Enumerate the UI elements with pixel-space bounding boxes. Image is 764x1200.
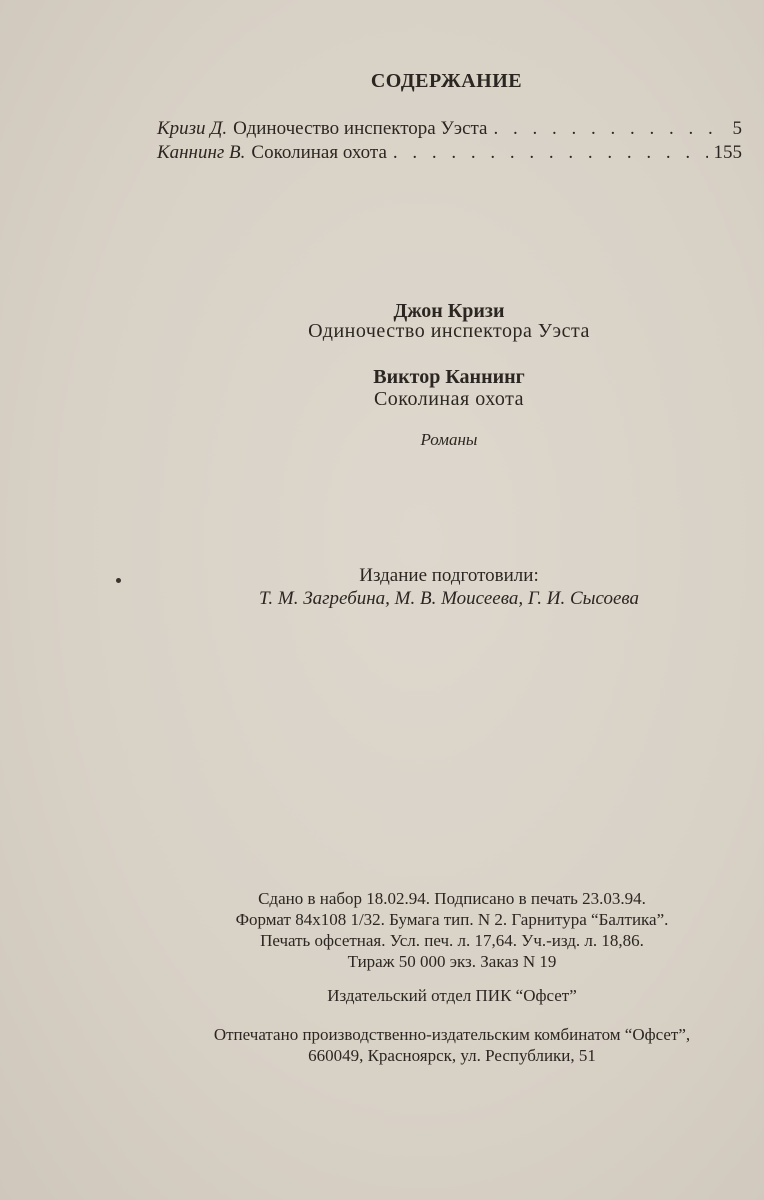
toc-entry-author: Каннинг В. xyxy=(157,142,246,163)
toc-entry-author: Кризи Д. xyxy=(157,118,228,139)
toc-entry-page: 5 xyxy=(732,118,742,139)
edition-label: Издание подготовили: xyxy=(359,565,539,586)
toc-entry-page: 155 xyxy=(713,142,742,163)
toc-entry-title: Одиночество инспектора Уэста xyxy=(233,118,488,139)
ink-speck xyxy=(116,578,121,583)
imprint-line: Печать офсетная. Усл. печ. л. 17,64. Уч.-изд. л. 18,86. xyxy=(260,931,644,950)
printer-block xyxy=(0,1024,764,1066)
printer-line: Отпечатано производственно-издательским комбинатом “Офсет”, xyxy=(213,1025,691,1044)
book-title: Одиночество инспектора Уэста xyxy=(308,320,590,342)
edition-names: Т. М. Загребина, М. В. Моисеева, Г. И. Сысоева xyxy=(259,588,639,609)
book-author: Джон Кризи xyxy=(393,300,505,322)
imprint-line: Формат 84х108 1/32. Бумага тип. N 2. Гарнитура “Балтика”. xyxy=(235,910,669,929)
dot-leader xyxy=(494,118,727,140)
publisher-line: Издательский отдел ПИК “Офсет” xyxy=(327,986,577,1005)
toc-entry xyxy=(157,118,742,144)
imprint-line: Сдано в набор 18.02.94. Подписано в печать 23.03.94. xyxy=(258,889,646,908)
genre-label: Романы xyxy=(420,430,478,449)
toc-heading: СОДЕРЖАНИЕ xyxy=(370,70,523,92)
book-title: Соколиная охота xyxy=(373,388,525,410)
imprint-line: Тираж 50 000 экз. Заказ N 19 xyxy=(347,952,557,971)
imprint-block xyxy=(0,888,764,972)
dot-leader xyxy=(393,142,708,164)
printer-line: 660049, Красноярск, ул. Республики, 51 xyxy=(308,1046,596,1065)
toc-entry-title: Соколиная охота xyxy=(251,142,387,163)
toc-entry xyxy=(157,142,742,168)
book-author: Виктор Каннинг xyxy=(373,366,525,388)
